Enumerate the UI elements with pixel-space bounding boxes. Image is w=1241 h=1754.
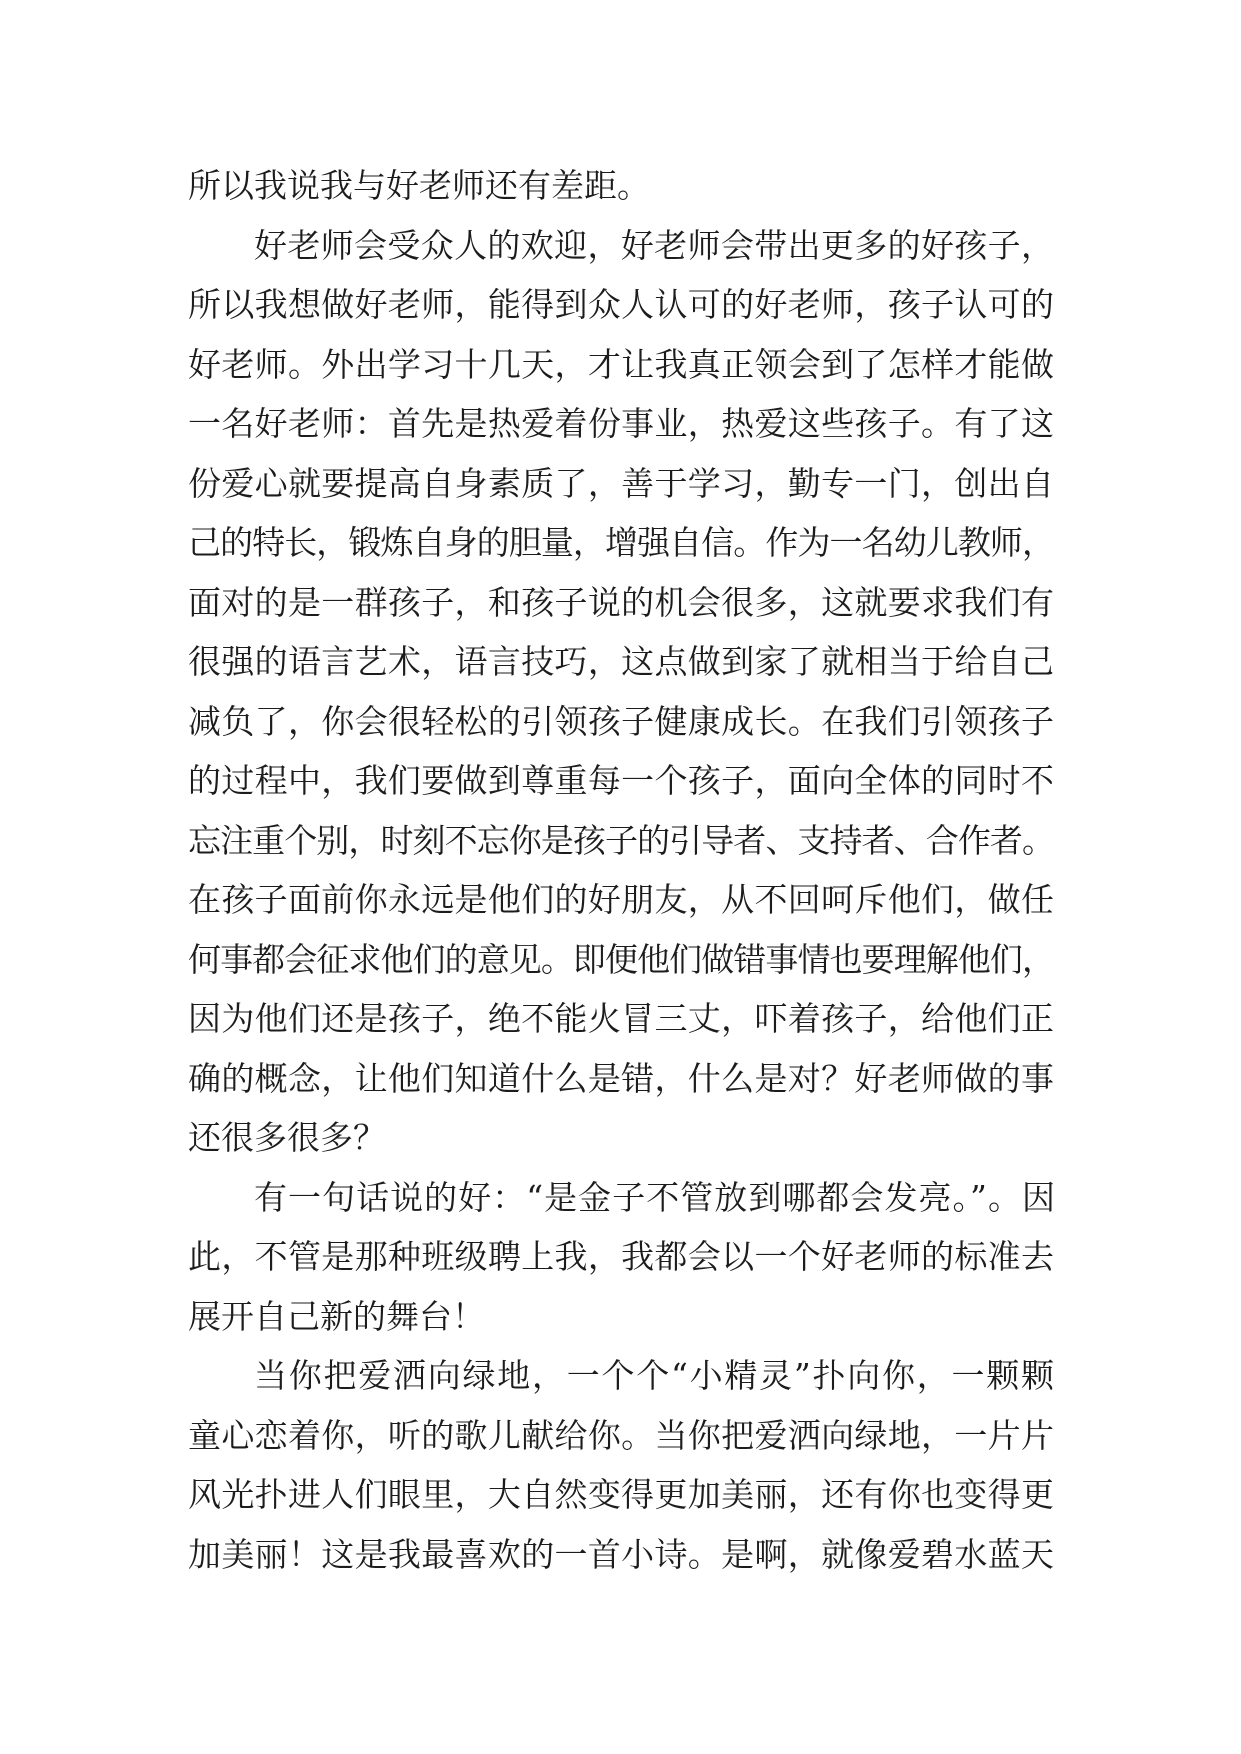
text-line: 面对的是一群孩子，和孩子说的机会很多，这就要求我们有	[188, 582, 1054, 622]
text-line: 何事都会征求他们的意见。即便他们做错事情也要理解他们，	[188, 939, 1054, 979]
text-line: 还很多很多？	[188, 1118, 386, 1157]
text-line: 加美丽！这是我最喜欢的一首小诗。是啊，就像爱碧水蓝天	[188, 1534, 1054, 1574]
text-line: 此，不管是那种班级聘上我，我都会以一个好老师的标准去	[188, 1237, 1054, 1276]
text-line: 风光扑进人们眼里，大自然变得更加美丽，还有你也变得更	[188, 1475, 1054, 1514]
text-line: 好老师。外出学习十几天，才让我真正领会到了怎样才能做	[188, 344, 1054, 384]
text-line: 很强的语言艺术，语言技巧，这点做到家了就相当于给自己	[188, 642, 1054, 681]
text-line: 确的概念，让他们知道什么是错，什么是对？好老师做的事	[188, 1058, 1054, 1098]
text-line: 在孩子面前你永远是他们的好朋友，从不回呵斥他们，做任	[188, 880, 1054, 919]
text-line: 一名好老师：首先是热爱着份事业，热爱这些孩子。有了这	[188, 404, 1054, 443]
text-line: 己的特长，锻炼自身的胆量，增强自信。作为一名幼儿教师，	[188, 523, 1054, 562]
text-line: 因为他们还是孩子，绝不能火冒三丈，吓着孩子，给他们正	[188, 999, 1054, 1038]
text-line: 忘注重个别，时刻不忘你是孩子的引导者、支持者、合作者。	[188, 820, 1054, 860]
paragraph	[188, 216, 1054, 1168]
text-line: 有一句话说的好：“是金子不管放到哪都会发亮。”。因	[254, 1177, 1054, 1217]
text-line: 展开自己新的舞台！	[188, 1296, 485, 1336]
text-line: 童心恋着你，听的歌儿献给你。当你把爱洒向绿地，一片片	[188, 1415, 1054, 1455]
text-line: 减负了，你会很轻松的引领孩子健康成长。在我们引领孩子	[188, 701, 1054, 741]
text-line: 的过程中，我们要做到尊重每一个孩子，面向全体的同时不	[188, 761, 1054, 800]
text-line: 所以我说我与好老师还有差距。	[188, 166, 650, 205]
text-line: 当你把爱洒向绿地，一个个“小精灵”扑向你，一颗颗	[254, 1356, 1054, 1395]
text-line: 份爱心就要提高自身素质了，善于学习，勤专一门，创出自	[188, 463, 1054, 503]
document-body	[188, 156, 1054, 1584]
text-line: 好老师会受众人的欢迎，好老师会带出更多的好孩子，	[254, 225, 1054, 265]
paragraph	[188, 156, 1054, 216]
paragraph	[188, 1168, 1054, 1347]
text-line: 所以我想做好老师，能得到众人认可的好老师，孩子认可的	[188, 285, 1054, 324]
paragraph	[188, 1346, 1054, 1584]
